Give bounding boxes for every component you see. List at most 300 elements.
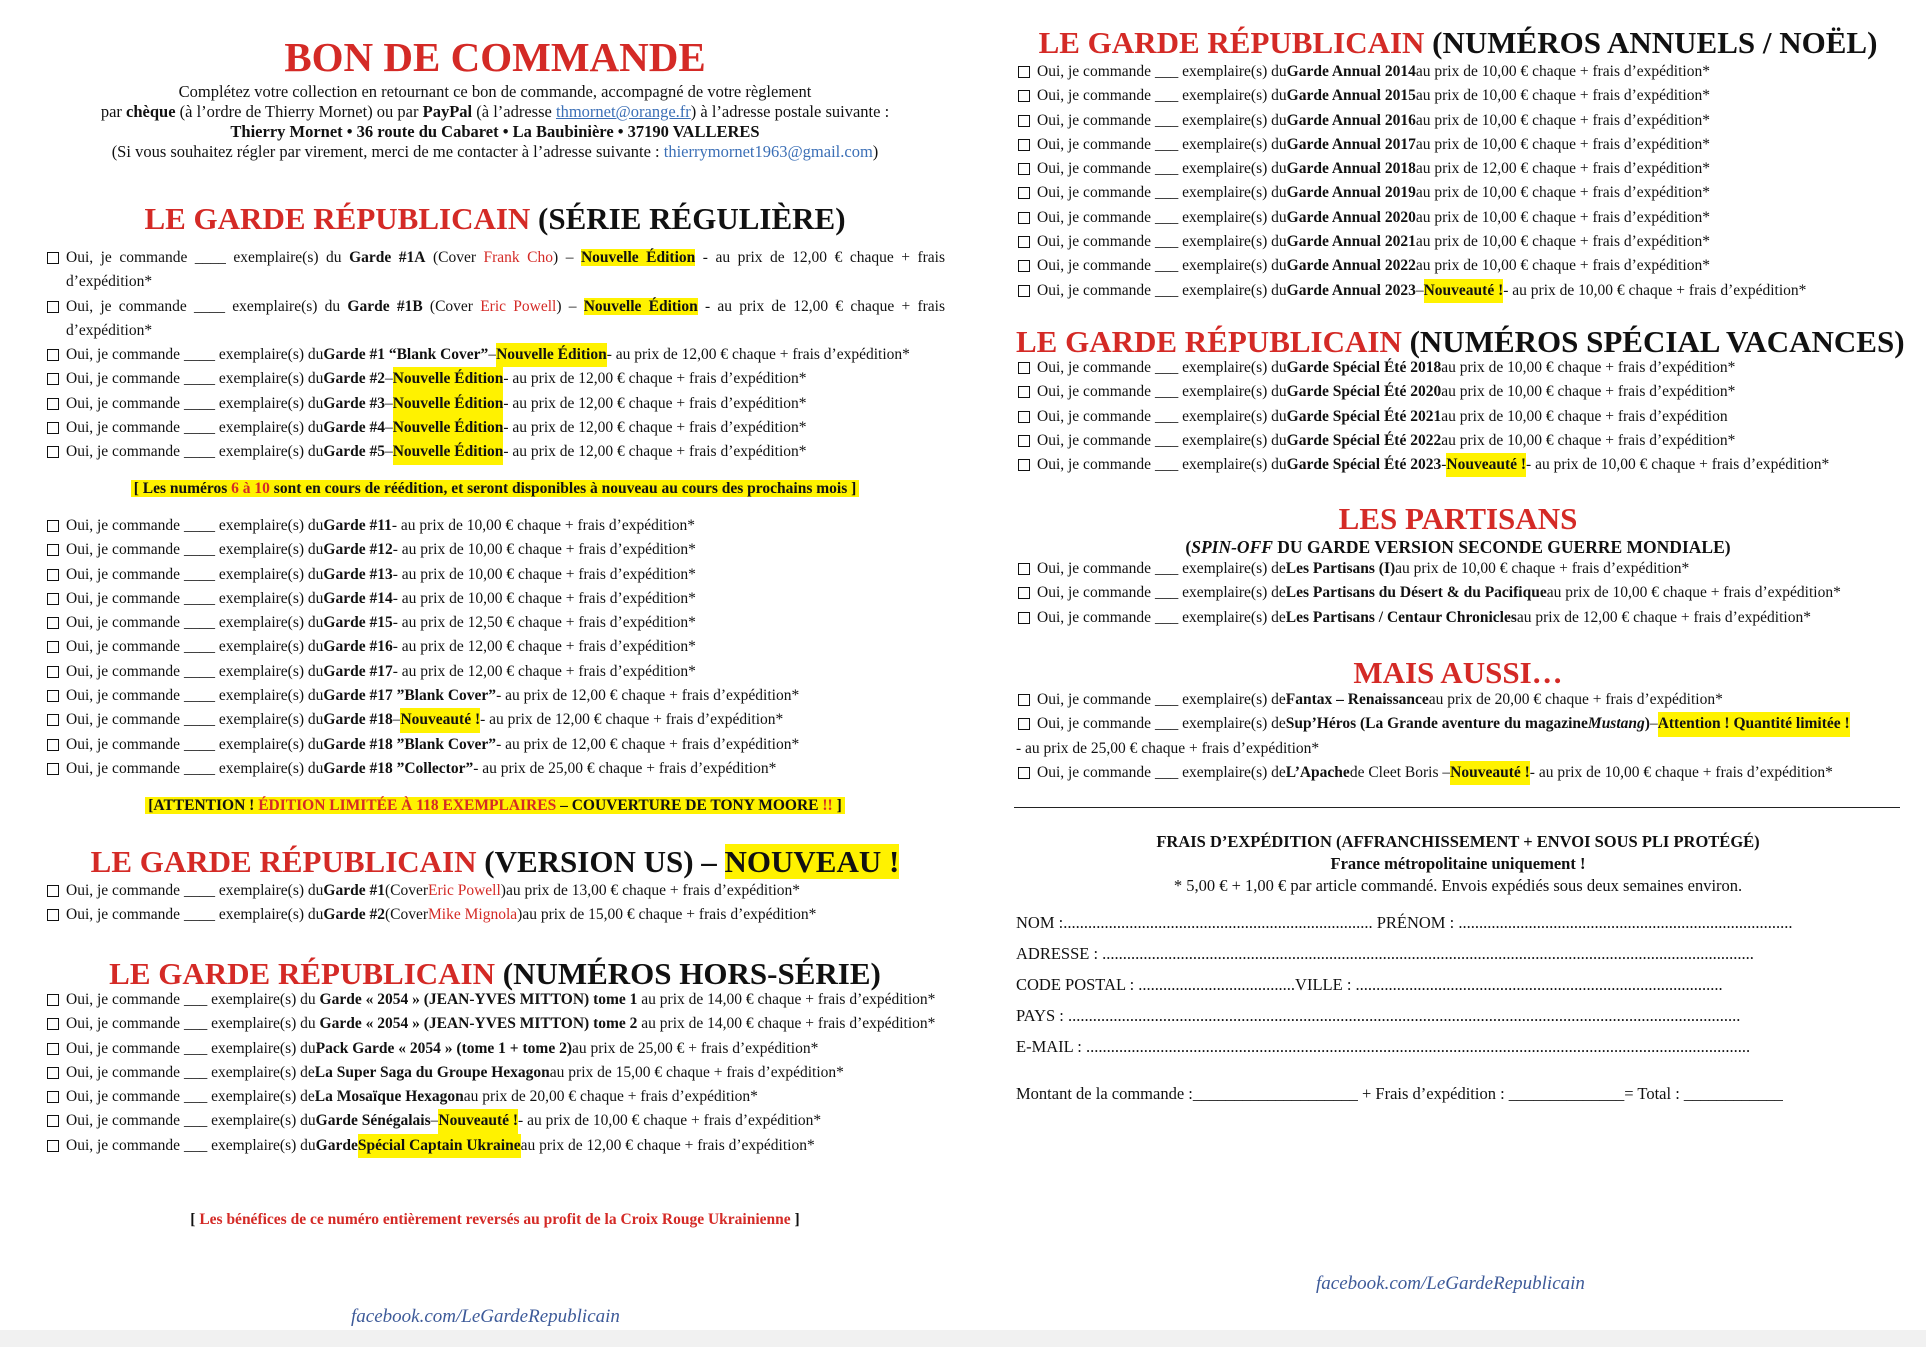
- order-row: [1016, 712, 1900, 736]
- note-bracket: ]: [790, 1211, 800, 1228]
- order-title: Garde #4: [323, 419, 385, 437]
- order-row: [45, 879, 945, 903]
- order-checkbox[interactable]: [47, 544, 59, 556]
- highlight-badge: Nouvelle Édition: [496, 343, 607, 367]
- section-title-black: (SÉRIE RÉGULIÈRE): [530, 201, 846, 236]
- order-row: [45, 1037, 945, 1061]
- intro-text-part: par: [100, 102, 127, 121]
- order-title: Garde #1: [323, 882, 385, 899]
- section-title-black: (NUMÉROS SPÉCIAL VACANCES): [1401, 324, 1905, 359]
- section-title-annual: [1016, 24, 1900, 62]
- order-checkbox[interactable]: [1018, 435, 1030, 447]
- order-title: Garde Sénégalais: [315, 1112, 431, 1130]
- order-row-text: [66, 988, 935, 1012]
- note-text: , et seront disponibles à nouveau au cours des prochains mois: [443, 480, 848, 497]
- intro-line-2: [45, 102, 945, 122]
- order-title: Garde #12: [323, 541, 393, 559]
- order-checkbox[interactable]: [47, 1140, 59, 1152]
- highlight-badge: Nouvelle Édition: [393, 416, 504, 440]
- order-price: - au prix de 12,00 € chaque + frais d’expédition*: [496, 687, 800, 705]
- order-text: (Cover: [422, 297, 481, 315]
- note-red-text: ÉDITION LIMITÉE À 118 EXEMPLAIRES: [258, 797, 557, 814]
- order-text: Oui, je commande ___ exemplaire(s) du: [66, 1015, 320, 1033]
- section-title-also: [1016, 654, 1900, 692]
- shipping-title: FRAIS D’EXPÉDITION (AFFRANCHISSEMENT + ENVOI SOUS PLI PROTÉGÉ): [1156, 832, 1760, 851]
- paypal-label: PayPal: [422, 102, 473, 121]
- form-row-city: [1016, 969, 1880, 1000]
- order-row: [45, 1085, 945, 1109]
- note-bracket: [: [133, 480, 143, 497]
- order-title: Sup’Héros (La Grande aventure du magazine: [1285, 715, 1588, 733]
- note-text: Les numéros: [142, 480, 232, 497]
- order-price: - au prix de 12,00 € chaque + frais d’expédition*: [503, 370, 807, 388]
- pays-field[interactable]: PAYS : ...................................................................................................................................................................: [1016, 1006, 1741, 1025]
- order-title: Pack Garde « 2054 » (tome 1 + tome 2): [315, 1039, 572, 1057]
- section-title-black: (VERSION US) –: [476, 844, 725, 879]
- order-checkbox[interactable]: [1018, 612, 1030, 624]
- order-checkbox[interactable]: [47, 641, 59, 653]
- order-row: [45, 343, 945, 367]
- order-price: au prix de 10,00 € chaque + frais d’expédition*: [1415, 233, 1710, 251]
- order-text: (Cover: [425, 249, 484, 266]
- order-title: La Mosaïque Hexagon: [314, 1088, 464, 1106]
- order-checkbox[interactable]: [47, 909, 59, 921]
- order-title: Garde #17 ”Blank Cover”: [323, 687, 497, 705]
- reissue-note: [45, 477, 945, 501]
- prenom-field[interactable]: PRÉNOM : .................................................................................: [1376, 913, 1793, 932]
- order-price: au prix de 10,00 € chaque + frais d’expédition*: [1415, 135, 1710, 153]
- nom-field[interactable]: NOM :...........................................................................: [1016, 913, 1373, 932]
- order-checkbox[interactable]: [1018, 459, 1030, 471]
- highlight-badge: Nouvelle Édition: [580, 249, 696, 266]
- order-price: au prix de 25,00 € + frais d’expédition*: [572, 1039, 819, 1057]
- order-title: Garde #18: [323, 711, 393, 729]
- highlight-badge: Nouveauté !: [1446, 453, 1526, 477]
- order-row: [1016, 230, 1900, 254]
- postal-address: [45, 122, 945, 142]
- email-field[interactable]: E-MAIL : .................................................................................................................................................................: [1016, 1037, 1751, 1056]
- note-bracket: ]: [847, 480, 857, 497]
- order-row: [45, 733, 945, 757]
- order-price: au prix de 10,00 € chaque + frais d’expédition*: [1415, 184, 1710, 202]
- section-title-red: LE GARDE RÉPUBLICAIN: [90, 844, 477, 879]
- order-checkbox[interactable]: [1018, 66, 1030, 78]
- facebook-link-left[interactable]: facebook.com/LeGardeRepublicain: [351, 1306, 620, 1327]
- order-price: - au prix de 12,00 € chaque + frais d’expédition*: [503, 419, 807, 437]
- order-row: [45, 1012, 945, 1036]
- order-row: [1016, 429, 1900, 453]
- total-field[interactable]: Montant de la commande :____________________ + Frais d’expédition : ______________= Total : ____________: [1016, 1084, 1783, 1103]
- order-checkbox[interactable]: [47, 666, 59, 678]
- order-row: [45, 903, 945, 927]
- reissue-note-text: [131, 480, 860, 497]
- order-row: [1016, 606, 1900, 630]
- order-text: Oui, je commande ___ exemplaire(s) de: [1037, 584, 1286, 602]
- order-checkbox[interactable]: [47, 301, 59, 313]
- order-price: au prix de 10,00 € chaque + frais d’expédition*: [1415, 63, 1710, 80]
- order-price: - au prix de 12,00 € chaque + frais d’expédition*: [66, 249, 946, 291]
- order-title: Les Partisans du Désert & du Pacifique: [1285, 584, 1547, 602]
- order-row: [1016, 688, 1900, 712]
- order-checkbox[interactable]: [47, 763, 59, 775]
- order-text: Oui, je commande ___ exemplaire(s) du: [1037, 184, 1287, 202]
- order-row: [1016, 60, 1900, 84]
- order-row: [45, 1109, 945, 1133]
- order-price: - au prix de 12,00 € chaque + frais d’expédition*: [392, 638, 696, 656]
- order-checkbox[interactable]: [47, 422, 59, 434]
- order-price: - au prix de 10,00 € chaque + frais d’expédition*: [392, 565, 696, 583]
- order-row: [1016, 279, 1900, 303]
- order-title: Garde Spécial Été 2021: [1286, 407, 1442, 425]
- order-text: Oui, je commande ____ exemplaire(s) du: [66, 906, 324, 924]
- order-checkbox[interactable]: [1018, 694, 1030, 706]
- postal-address-text: Thierry Mornet • 36 route du Cabaret • La Baubinière • 37190 VALLERES: [230, 122, 760, 141]
- order-price: au prix de 20,00 € chaque + frais d’expédition*: [463, 1088, 758, 1106]
- subtitle-italic: SPIN-OFF: [1191, 537, 1273, 557]
- order-text: ): [517, 906, 523, 924]
- order-title: Garde #11: [323, 517, 392, 534]
- order-text: Oui, je commande ___ exemplaire(s) du: [1037, 257, 1287, 275]
- order-checkbox[interactable]: [47, 690, 59, 702]
- order-row: [1016, 181, 1900, 205]
- order-text: Oui, je commande ____ exemplaire(s) du: [66, 759, 324, 777]
- order-text: Oui, je commande ____ exemplaire(s) du: [66, 662, 324, 680]
- order-row-continuation: [1016, 737, 1900, 761]
- order-title: ): [1644, 715, 1650, 733]
- note-red-text: Les bénéfices de ce numéro entièrement reversés au profit de la Croix Rouge Ukrainienne: [199, 1211, 791, 1228]
- order-price: - au prix de 25,00 € chaque + frais d’expédition*: [1016, 739, 1320, 757]
- order-checkbox[interactable]: [47, 885, 59, 897]
- order-title: Garde Annual 2021: [1286, 233, 1416, 251]
- order-price: au prix de 10,00 € chaque + frais d’expédition*: [1441, 359, 1736, 376]
- order-text: ) –: [553, 249, 581, 266]
- order-title: Garde #5: [323, 443, 385, 461]
- order-title: Garde #13: [323, 565, 393, 583]
- order-text: –: [488, 346, 497, 364]
- order-price: au prix de 14,00 € chaque + frais d’expédition*: [637, 1015, 936, 1033]
- order-text: –: [392, 711, 401, 729]
- order-title: Garde Annual 2020: [1286, 208, 1416, 226]
- order-checkbox[interactable]: [47, 446, 59, 458]
- order-text: –: [1649, 715, 1658, 733]
- section-title-red: MAIS AUSSI…: [1353, 655, 1563, 690]
- order-checkbox[interactable]: [1018, 115, 1030, 127]
- order-checkbox[interactable]: [47, 994, 59, 1006]
- highlight-badge: Nouveauté !: [1450, 761, 1530, 785]
- order-checkbox[interactable]: [1018, 212, 1030, 224]
- order-row: [1016, 254, 1900, 278]
- section-title-regular: [45, 200, 945, 238]
- order-text: Oui, je commande ___ exemplaire(s) du: [1037, 111, 1287, 129]
- order-title: Garde: [315, 1136, 358, 1154]
- order-price: - au prix de 10,00 € chaque + frais d’expédition*: [518, 1112, 822, 1130]
- order-row: [1016, 206, 1900, 230]
- order-price: - au prix de 10,00 € chaque + frais d’expédition*: [392, 589, 696, 607]
- cover-artist: Mike Mignola: [428, 906, 518, 924]
- order-checkbox[interactable]: [1018, 187, 1030, 199]
- order-price: - au prix de 12,00 € chaque + frais d’expédition*: [66, 297, 946, 339]
- order-text: Oui, je commande ___ exemplaire(s) de: [1037, 691, 1286, 708]
- order-text: –: [384, 370, 393, 388]
- order-title: Garde Annual 2023: [1286, 281, 1416, 299]
- order-title: Garde « 2054 » (JEAN-YVES MITTON) tome 2: [319, 1015, 638, 1033]
- order-price: - au prix de 10,00 € chaque + frais d’expédition*: [392, 541, 696, 559]
- partisans-subtitle: [1016, 537, 1900, 558]
- order-price: au prix de 10,00 € chaque + frais d’expédition*: [1415, 257, 1710, 275]
- order-row: [45, 1134, 945, 1158]
- highlight-badge: Nouvelle Édition: [393, 367, 504, 391]
- order-text: ): [500, 882, 506, 899]
- order-checkbox[interactable]: [47, 1018, 59, 1030]
- order-text: Oui, je commande ____ exemplaire(s) du: [66, 443, 324, 461]
- order-text: Oui, je commande ___ exemplaire(s) du: [1037, 383, 1287, 401]
- paypal-email-link[interactable]: thmornet@orange.fr: [555, 102, 691, 121]
- order-checkbox[interactable]: [47, 1115, 59, 1127]
- order-checkbox[interactable]: [1018, 767, 1030, 779]
- order-text: Oui, je commande ____ exemplaire(s) du: [66, 711, 324, 729]
- order-text: Oui, je commande ___ exemplaire(s) du: [1037, 431, 1287, 449]
- order-price: - au prix de 12,00 € chaque + frais d’expédition*: [503, 443, 807, 461]
- order-text: –: [430, 1112, 439, 1130]
- order-text: Oui, je commande ___ exemplaire(s) du: [1037, 87, 1287, 105]
- order-row: [45, 367, 945, 391]
- attention-note: [45, 794, 945, 818]
- order-row: [45, 708, 945, 732]
- us-list: [45, 879, 945, 928]
- order-row: [45, 587, 945, 611]
- order-row-text: [66, 295, 945, 344]
- order-checkbox[interactable]: [1018, 90, 1030, 102]
- order-title: Garde Annual 2017: [1286, 135, 1416, 153]
- code-postal-field[interactable]: CODE POSTAL : ......................................: [1016, 975, 1296, 994]
- order-row: [45, 295, 945, 344]
- order-title: Garde Spécial Été 2023: [1286, 456, 1442, 474]
- order-text: Oui, je commande ___ exemplaire(s) du: [1037, 135, 1287, 153]
- cheque-label: chèque: [126, 102, 176, 121]
- order-title: Garde #2: [323, 370, 385, 388]
- attention-note-text: [145, 797, 845, 814]
- order-price: - au prix de 10,00 € chaque + frais d’expédition*: [1529, 763, 1833, 781]
- order-row: [1016, 380, 1900, 404]
- highlight-badge: Nouvelle Édition: [393, 392, 504, 416]
- order-checkbox[interactable]: [47, 593, 59, 605]
- order-checkbox[interactable]: [47, 520, 59, 532]
- order-text: de Cleet Boris –: [1349, 763, 1451, 781]
- order-price: - au prix de 12,00 € chaque + frais d’expédition*: [503, 394, 807, 412]
- order-text: Oui, je commande ____ exemplaire(s) du: [66, 735, 324, 753]
- order-price: - au prix de 12,00 € chaque + frais d’expédition*: [480, 711, 784, 729]
- order-text: Oui, je commande ___ exemplaire(s) du: [1037, 208, 1287, 226]
- order-row: [1016, 356, 1900, 380]
- note-text: ]: [832, 797, 842, 814]
- order-checkbox[interactable]: [47, 398, 59, 410]
- order-text: –: [384, 419, 393, 437]
- order-price: - au prix de 10,00 € chaque + frais d’expédition*: [1526, 456, 1830, 474]
- order-title: Garde #1B: [347, 297, 423, 315]
- order-text: Oui, je commande ___ exemplaire(s) du: [66, 1039, 316, 1057]
- section-title-highlight: NOUVEAU !: [724, 844, 900, 879]
- order-checkbox[interactable]: [47, 252, 59, 264]
- order-price: au prix de 10,00 € chaque + frais d’expédition*: [1395, 560, 1690, 577]
- order-title: Garde #2: [323, 906, 385, 924]
- order-checkbox[interactable]: [47, 617, 59, 629]
- order-price: au prix de 10,00 € chaque + frais d’expédition*: [1415, 87, 1710, 105]
- highlight-badge: Nouvelle Édition: [583, 297, 698, 315]
- order-row: [45, 416, 945, 440]
- order-text: Oui, je commande ____ exemplaire(s) du: [66, 297, 348, 315]
- order-checkbox[interactable]: [1018, 362, 1030, 374]
- summer-list: [1016, 356, 1900, 477]
- order-text: Oui, je commande ___ exemplaire(s) du: [1037, 63, 1287, 80]
- order-text: –: [384, 443, 393, 461]
- order-checkbox[interactable]: [1018, 411, 1030, 423]
- order-title: Garde #17: [323, 662, 393, 680]
- section-title-us: [45, 843, 945, 881]
- virement-text: (Si vous souhaitez régler par virement, merci de me contacter à l’adresse suivante :: [111, 142, 664, 161]
- order-text: Oui, je commande ___ exemplaire(s) de: [1037, 763, 1286, 781]
- section-title-red: LE GARDE RÉPUBLICAIN: [1016, 324, 1402, 359]
- intro-text: [45, 82, 945, 162]
- order-title: Garde Annual 2014: [1286, 63, 1416, 80]
- order-price: au prix de 10,00 € chaque + frais d’expédition*: [1441, 383, 1736, 401]
- section-title-black: (NUMÉROS ANNUELS / NOËL): [1424, 25, 1878, 60]
- order-checkbox[interactable]: [1018, 285, 1030, 297]
- highlight-badge: Attention ! Quantité limitée !: [1658, 712, 1850, 736]
- order-text: (Cover: [384, 906, 429, 924]
- order-price: au prix de 10,00 € chaque + frais d’expédition*: [1415, 208, 1710, 226]
- regular-list-2: [45, 514, 945, 781]
- order-row: [1016, 761, 1900, 785]
- annual-list: [1016, 60, 1900, 303]
- order-row: [45, 660, 945, 684]
- order-row-text: [66, 246, 945, 295]
- order-price: - au prix de 10,00 € chaque + frais d’expédition*: [1503, 281, 1807, 299]
- order-title: Garde #16: [323, 638, 393, 656]
- order-price: au prix de 10,00 € chaque + frais d’expédition: [1441, 407, 1728, 425]
- order-row: [45, 757, 945, 781]
- order-text: Oui, je commande ____ exemplaire(s) du: [66, 687, 324, 705]
- order-text: Oui, je commande ____ exemplaire(s) du: [66, 614, 324, 632]
- hors-serie-list: [45, 988, 945, 1158]
- order-checkbox[interactable]: [1018, 587, 1030, 599]
- order-checkbox[interactable]: [1018, 139, 1030, 151]
- section-title-red: LE GARDE RÉPUBLICAIN: [109, 956, 495, 991]
- order-price: au prix de 10,00 € chaque + frais d’expédition*: [1546, 584, 1841, 602]
- order-row: [45, 1061, 945, 1085]
- order-checkbox[interactable]: [47, 1043, 59, 1055]
- order-title-italic: Mustang: [1587, 715, 1645, 733]
- order-title: Garde #1A: [349, 249, 426, 266]
- order-price: - au prix de 12,00 € chaque + frais d’expédition*: [392, 662, 696, 680]
- order-checkbox[interactable]: [47, 1067, 59, 1079]
- ville-field[interactable]: VILLE : .........................................................................................: [1295, 975, 1723, 994]
- order-checkbox[interactable]: [1018, 563, 1030, 575]
- order-text: Oui, je commande ____ exemplaire(s) du: [66, 638, 324, 656]
- order-text: Oui, je commande ___ exemplaire(s) de: [66, 1063, 315, 1081]
- section-title-partisans: [1016, 500, 1900, 538]
- order-text: Oui, je commande ___ exemplaire(s) de: [1037, 560, 1286, 577]
- highlight-badge: Nouveauté !: [1424, 279, 1504, 303]
- partisans-list: [1016, 557, 1900, 630]
- order-checkbox[interactable]: [47, 739, 59, 751]
- order-row: [45, 684, 945, 708]
- note-bracket: [: [190, 1211, 200, 1228]
- order-price: au prix de 15,00 € chaque + frais d’expédition*: [549, 1063, 844, 1081]
- order-checkbox[interactable]: [1018, 260, 1030, 272]
- order-checkbox[interactable]: [47, 373, 59, 385]
- order-text: Oui, je commande ____ exemplaire(s) du: [66, 541, 324, 559]
- order-text: Oui, je commande ___ exemplaire(s) du: [1037, 359, 1287, 376]
- page-title: BON DE COMMANDE: [284, 34, 706, 80]
- note-text: [ATTENTION !: [148, 797, 259, 814]
- order-row: [45, 246, 945, 295]
- order-checkbox[interactable]: [47, 569, 59, 581]
- order-checkbox[interactable]: [47, 349, 59, 361]
- note-text: – COUVERTURE DE TONY MOORE: [556, 797, 823, 814]
- order-checkbox[interactable]: [1018, 718, 1030, 730]
- highlight-badge: Nouveauté !: [438, 1109, 518, 1133]
- subtitle-text: (: [1185, 537, 1192, 557]
- order-row: [45, 635, 945, 659]
- order-price: au prix de 20,00 € chaque + frais d’expédition*: [1428, 691, 1723, 708]
- order-text: Oui, je commande ___ exemplaire(s) de: [1037, 608, 1286, 626]
- section-title-red: LE GARDE RÉPUBLICAIN: [1038, 25, 1425, 60]
- order-row-text: [66, 1012, 935, 1036]
- order-title: Garde Annual 2015: [1286, 87, 1416, 105]
- order-checkbox[interactable]: [47, 714, 59, 726]
- form-row-name: [1016, 907, 1880, 938]
- order-row: [1016, 84, 1900, 108]
- order-row: [1016, 557, 1900, 581]
- order-title: Garde #18 ”Blank Cover”: [323, 735, 497, 753]
- order-price: - au prix de 12,00 € chaque + frais d’expédition*: [606, 346, 910, 364]
- order-text: Oui, je commande ___ exemplaire(s) du: [66, 1112, 316, 1130]
- order-checkbox[interactable]: [1018, 236, 1030, 248]
- note-red-text: 6 à 10: [231, 480, 270, 497]
- order-text: Oui, je commande ____ exemplaire(s) du: [66, 517, 324, 534]
- order-checkbox[interactable]: [1018, 163, 1030, 175]
- order-text: Oui, je commande ____ exemplaire(s) du: [66, 882, 324, 899]
- virement-line: [45, 142, 945, 162]
- order-text: Oui, je commande ___ exemplaire(s) du: [1037, 281, 1287, 299]
- order-checkbox[interactable]: [1018, 386, 1030, 398]
- order-text: Oui, je commande ____ exemplaire(s) du: [66, 565, 324, 583]
- order-checkbox[interactable]: [47, 1091, 59, 1103]
- order-title: Garde « 2054 » (JEAN-YVES MITTON) tome 1: [319, 991, 638, 1008]
- order-title: Les Partisans (I): [1285, 560, 1396, 577]
- order-price: au prix de 14,00 € chaque + frais d’expédition*: [637, 991, 936, 1008]
- order-text: –: [384, 394, 393, 412]
- order-text: Oui, je commande ____ exemplaire(s) du: [66, 346, 324, 364]
- order-row: [45, 563, 945, 587]
- highlight-badge: Nouveauté !: [400, 708, 480, 732]
- order-row: [45, 611, 945, 635]
- virement-email-link[interactable]: thierrymornet1963@gmail.com: [663, 142, 873, 161]
- shipping-subtitle: France métropolitaine uniquement !: [1330, 854, 1586, 873]
- order-text: Oui, je commande ____ exemplaire(s) du: [66, 589, 324, 607]
- order-title: Garde Annual 2016: [1286, 111, 1416, 129]
- order-title: Garde #14: [323, 589, 393, 607]
- intro-line-1: Complétez votre collection en retournant ce bon de commande, accompagné de votre règlement: [178, 82, 812, 101]
- order-row: [1016, 581, 1900, 605]
- order-row: [45, 988, 945, 1012]
- order-price: au prix de 12,00 € chaque + frais d’expédition*: [1415, 160, 1710, 178]
- adresse-field[interactable]: ADRESSE : ..............................................................................................................................................................: [1016, 944, 1754, 963]
- shipping-note: * 5,00 € + 1,00 € par article commandé. Envois expédiés sous deux semaines environ.: [1173, 876, 1743, 895]
- order-text: Oui, je commande ___ exemplaire(s) du: [1037, 233, 1287, 251]
- facebook-link-right[interactable]: facebook.com/LeGardeRepublicain: [1316, 1273, 1585, 1294]
- order-text: –: [1415, 281, 1424, 299]
